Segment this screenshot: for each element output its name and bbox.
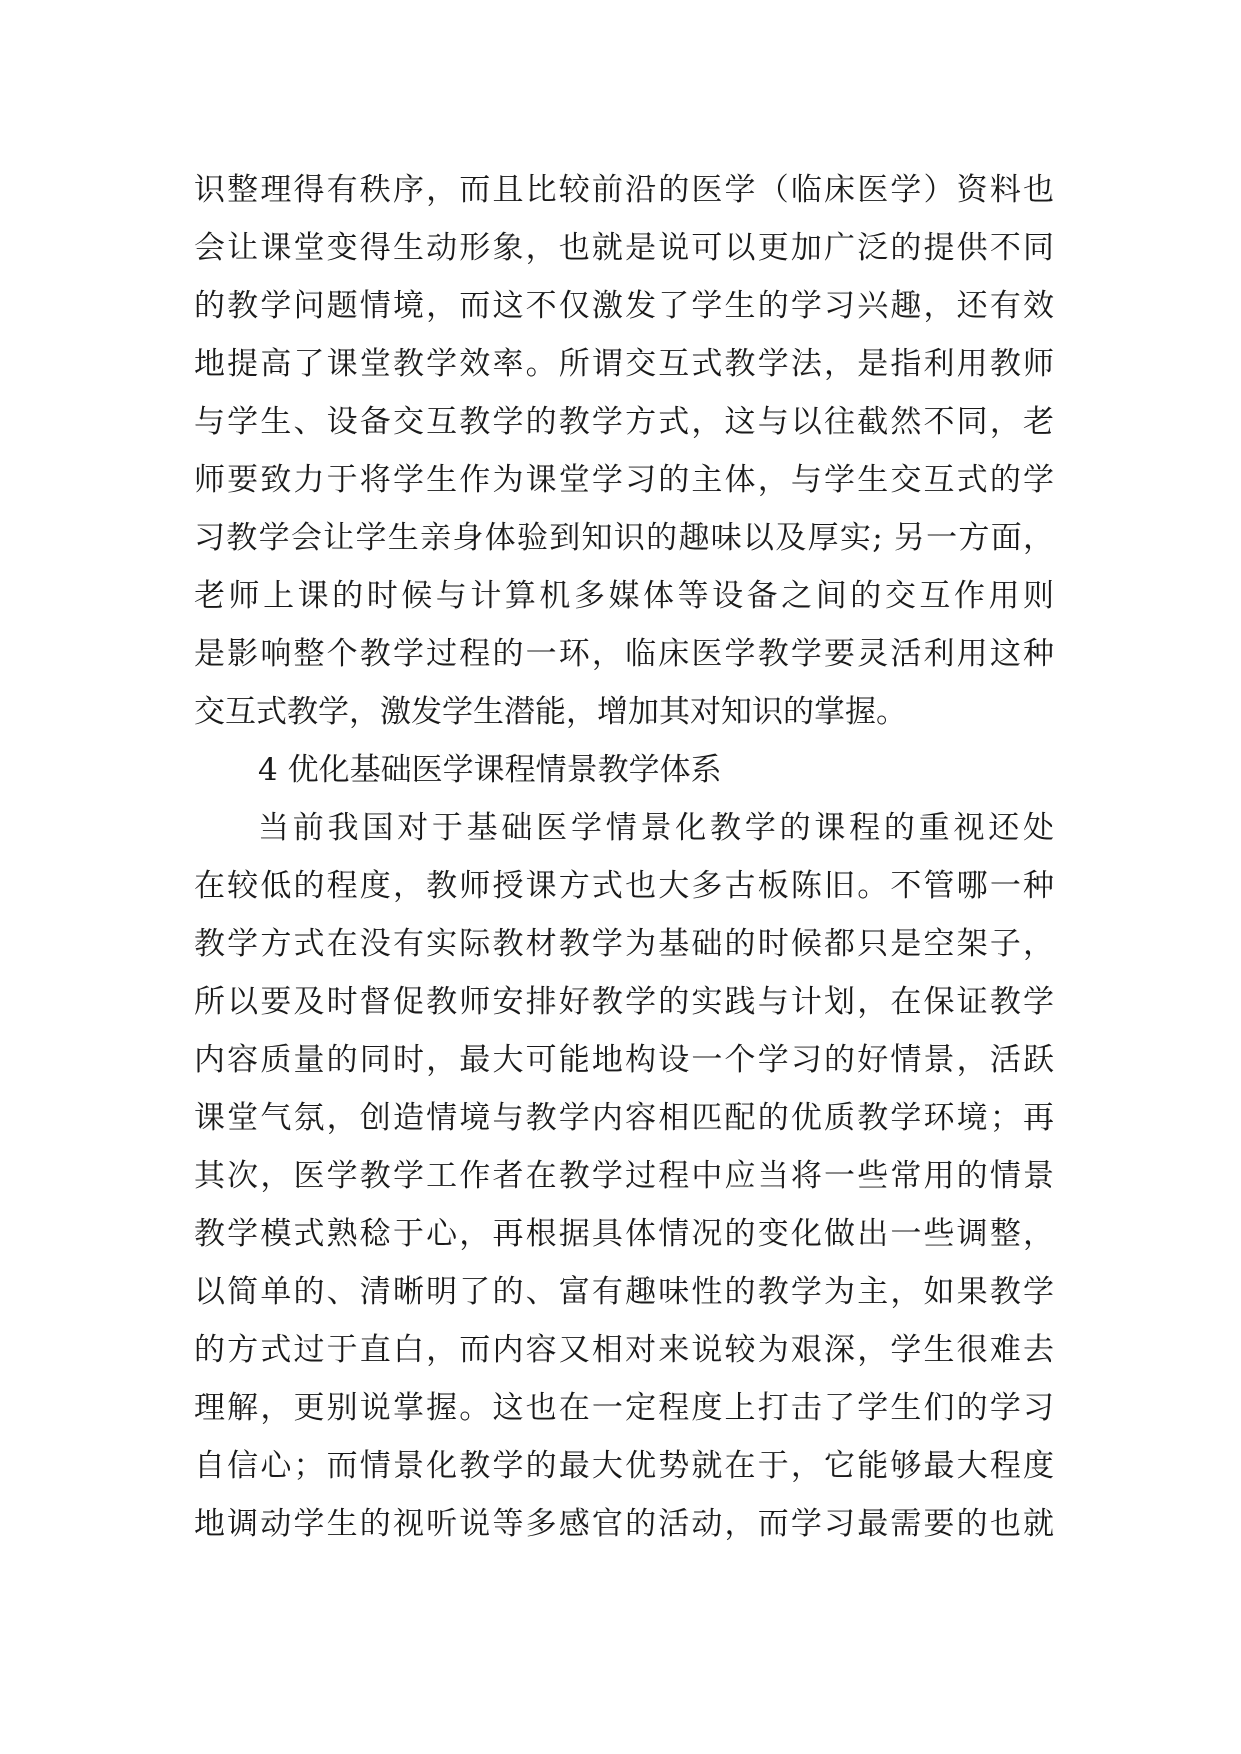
paragraph-1-line-1: 识整理得有秩序，而且比较前沿的医学（临床医学）资料也	[194, 172, 1054, 208]
paragraph-2-line-13: 地调动学生的视听说等多感官的活动，而学习最需要的也就	[194, 1506, 1054, 1542]
paragraph-2-line-7: 其次，医学教学工作者在教学过程中应当将一些常用的情景	[194, 1158, 1054, 1194]
paragraph-2-line-10: 的方式过于直白，而内容又相对来说较为艰深，学生很难去	[194, 1332, 1054, 1368]
paragraph-2-line-3: 教学方式在没有实际教材教学为基础的时候都只是空架子，	[194, 926, 1054, 962]
paragraph-2-line-6: 课堂气氛，创造情境与教学内容相匹配的优质教学环境；再	[194, 1100, 1054, 1136]
paragraph-1-line-6: 师要致力于将学生作为课堂学习的主体，与学生交互式的学	[194, 462, 1054, 498]
paragraph-1-line-8: 老师上课的时候与计算机多媒体等设备之间的交互作用则	[194, 578, 1054, 614]
paragraph-1-line-7: 习教学会让学生亲身体验到知识的趣味以及厚实; 另一方面，	[194, 520, 1054, 556]
paragraph-2-line-12: 自信心；而情景化教学的最大优势就在于，它能够最大程度	[194, 1448, 1054, 1484]
paragraph-2-line-4: 所以要及时督促教师安排好教学的实践与计划，在保证教学	[194, 984, 1054, 1020]
paragraph-2-line-2: 在较低的程度，教师授课方式也大多古板陈旧。不管哪一种	[194, 868, 1054, 904]
paragraph-1-line-9: 是影响整个教学过程的一环，临床医学教学要灵活利用这种	[194, 636, 1054, 672]
paragraph-1-line-5: 与学生、设备交互教学的教学方式，这与以往截然不同，老	[194, 404, 1054, 440]
paragraph-2-line-1: 当前我国对于基础医学情景化教学的课程的重视还处	[258, 810, 1054, 846]
paragraph-2-line-5: 内容质量的同时，最大可能地构设一个学习的好情景，活跃	[194, 1042, 1054, 1078]
paragraph-2-line-9: 以简单的、清晰明了的、富有趣味性的教学为主，如果教学	[194, 1274, 1054, 1310]
paragraph-1-line-2: 会让课堂变得生动形象，也就是说可以更加广泛的提供不同	[194, 230, 1054, 266]
section-heading: 4 优化基础医学课程情景教学体系	[258, 752, 722, 788]
paragraph-2-line-11: 理解，更别说掌握。这也在一定程度上打击了学生们的学习	[194, 1390, 1054, 1426]
paragraph-2-line-8: 教学模式熟稔于心，再根据具体情况的变化做出一些调整，	[194, 1216, 1054, 1252]
paragraph-1-line-10: 交互式教学，激发学生潜能，增加其对知识的掌握。	[194, 694, 907, 730]
paragraph-1-line-3: 的教学问题情境，而这不仅激发了学生的学习兴趣，还有效	[194, 288, 1054, 324]
paragraph-1-line-4: 地提高了课堂教学效率。所谓交互式教学法，是指利用教师	[194, 346, 1054, 382]
